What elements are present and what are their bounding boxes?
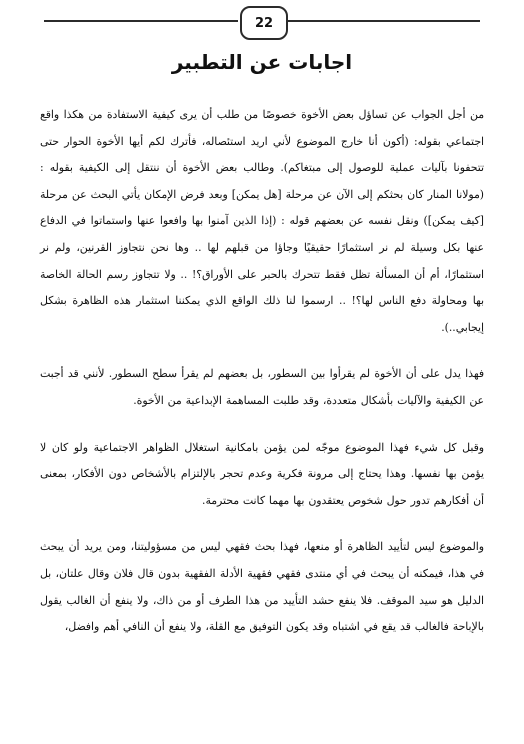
header-rule-right (286, 20, 480, 22)
page-header (0, 0, 524, 40)
paragraph-1: من أجل الجواب عن تساؤل بعض الأخوة خصوصًا من طلب أن يرى كيفية الاستفادة من هكذا واقع اجتماعي بقوله: (أكون أنا خارج الموضوع لأني اريد استئصاله، فأترك لكم أيها الأخوة الحوار حتى تتحفونا بآليات عملية للوصول إلى مبتغاكم). وطالب بعض الأخوة أن ننتقل إلى الكيفية بقوله : (مولانا المنار كان بحثكم إلى الآن عن مرحلة [هل يمكن] وبعد فرض الإمكان يأتي البحث عن مرحلة [كيف يمكن]) ونقل نفسه عن بعضهم قوله : (إذا الذين آمنوا بها وافعوا عنها واستماتوا في الدفاع عنها بكل وسيلة لم نر استثمارًا حقيقيًا وجاؤا من قبلهم لها .. وها نحن نتجاوز القرنين، ولم نر استثمارًا، أم أن المسألة تظل فقط تتحرك بالحبر على الأوراق؟! .. ولا تتجاوز رسم الحالة الخاصة بها ومحاولة دفع الناس لها؟! .. ارسموا لنا ذلك الواقع الذي يمكننا استثمار هذه الظاهرة بشكل إيجابي..). (40, 108, 484, 334)
page-number: 22 (240, 6, 288, 40)
page-title: اجابات عن التطبير (171, 50, 353, 74)
paragraph-4: والموضوع ليس لتأييد الظاهرة أو منعها، فهذا بحث فقهي ليس من مسؤوليتنا، ومن يريد أن يبحث في هذا، فيمكنه أن يبحث في أي منتدى فقهي فقهية الأدلة الفقهية بدون قال فلان وقال علتان، بل الدليل هو سيد الموقف. فلا ينفع حشد التأييد من هذا الطرف أو من ذاك، ولا ينفع أن الغالب يقول بالإباحة فالغالب قد يقع في اشتباه وقد يكون التوفيق مع القلة، ولا ينفع أن النافي أهم وافضل، (40, 540, 484, 634)
body-text (40, 102, 484, 641)
paragraph-3: وقبل كل شيء فهذا الموضوع موجّه لمن يؤمن بامكانية استغلال الظواهر الاجتماعية ولو كان لا يؤمن بها نفسها. وهذا يحتاج إلى مرونة فكرية وعدم تحجر بالإلتزام بالأشخاص دون الأفكار، بمعنى أن أفكارهم تدور حول شخوص يعتقدون بها مهما كانت محترمة. (40, 440, 484, 507)
header-rule-left (44, 20, 238, 22)
paragraph-2: فهذا يدل على أن الأخوة لم يقرأوا بين السطور، بل بعضهم لم يقرأ سطح السطور. لأنني قد أجبت عن الكيفية والآليات بأشكال متعددة، وقد طلبت المساهمة الإبداعية من الأخوة. (40, 367, 484, 407)
